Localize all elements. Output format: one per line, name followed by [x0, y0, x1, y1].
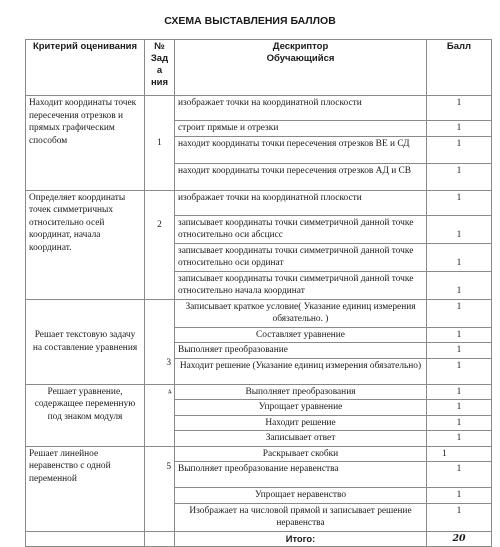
score-cell: 1	[427, 400, 492, 416]
document-title: СХЕМА ВЫСТАВЛЕНИЯ БАЛЛОВ	[164, 15, 336, 27]
score-cell: 1	[427, 343, 492, 359]
header-score: Балл	[427, 40, 492, 96]
score-cell: 1	[427, 136, 492, 163]
score-cell: 1	[427, 384, 492, 400]
task-number: 1	[145, 96, 175, 191]
descriptor-cell: Выполняет преобразование	[175, 343, 427, 359]
criterion-cell: Решает линейное неравенство с одной переменной	[26, 446, 145, 531]
table-row	[26, 299, 492, 327]
descriptor-cell: Составляет уравнение	[175, 327, 427, 343]
descriptor-cell: Упрощает уравнение	[175, 400, 427, 416]
score-cell: 1	[427, 121, 492, 137]
criterion-cell: Решает уравнение, содержащее переменную под знаком модуля	[26, 384, 145, 446]
score-cell: 1	[427, 446, 492, 462]
descriptor-cell: находит координаты точки пересечения отрезков АД и СВ	[175, 163, 427, 190]
total-row	[26, 531, 492, 547]
score-cell: 1	[427, 96, 492, 121]
header-descriptor	[175, 40, 427, 96]
descriptor-cell: Записывает краткое условие( Указание единиц измерения обязательно. )	[175, 299, 427, 327]
header-learner-label: Обучающийся	[266, 53, 335, 64]
header-criterion: Критерий оценивания	[26, 40, 145, 96]
descriptor-cell: изображает точки на координатной плоскости	[175, 190, 427, 215]
score-cell: 1	[427, 190, 492, 215]
score-cell: 1	[427, 431, 492, 447]
total-label: Итого:	[175, 531, 427, 547]
task-number-label: 4	[166, 387, 173, 396]
descriptor-cell: записывает координаты точки симметричной данной точке относительно оси ординат	[175, 243, 427, 271]
score-cell: 1	[427, 503, 492, 531]
task-number: 2	[145, 190, 175, 299]
descriptor-cell: Выполняет преобразование неравенства	[175, 462, 427, 488]
score-cell: 1	[427, 163, 492, 190]
table-row	[26, 96, 492, 121]
score-cell: 1	[427, 215, 492, 243]
descriptor-cell: записывает координаты точки симметричной данной точке относительно оси абсцисс	[175, 215, 427, 243]
descriptor-cell: Упрощает неравенство	[175, 488, 427, 504]
criterion-cell: Находит координаты точек пересечения отрезков и прямых графическим способом	[26, 96, 145, 191]
score-cell: 1	[427, 415, 492, 431]
total-value: 20	[427, 531, 492, 547]
score-cell: 1	[427, 327, 492, 343]
table-row	[26, 190, 492, 215]
table-row	[26, 384, 492, 400]
score-cell: 1	[427, 488, 492, 504]
descriptor-cell: строит прямые и отрезки	[175, 121, 427, 137]
descriptor-cell: Находит решение (Указание единиц измерения обязательно)	[175, 358, 427, 384]
criterion-cell: Решает текстовую задачу на составление уравнения	[26, 299, 145, 384]
score-cell: 1	[427, 299, 492, 327]
task-number: 5	[145, 446, 175, 531]
descriptor-cell: Выполняет преобразования	[175, 384, 427, 400]
score-cell: 1	[427, 462, 492, 488]
task-number: 3	[145, 299, 175, 384]
descriptor-cell: Изображает на числовой прямой и записывает решение неравенства	[175, 503, 427, 531]
total-empty-cell	[145, 531, 175, 547]
descriptor-cell: Находит решение	[175, 415, 427, 431]
scoring-table	[25, 39, 492, 547]
descriptor-cell: Раскрывает скобки	[175, 446, 427, 462]
descriptor-cell: записывает координаты точки симметричной данной точке относительно начала координат	[175, 271, 427, 299]
descriptor-cell: Записывает ответ	[175, 431, 427, 447]
total-empty-cell	[26, 531, 145, 547]
score-cell: 1	[427, 271, 492, 299]
descriptor-cell: находит координаты точки пересечения отрезков ВЕ и СД	[175, 136, 427, 163]
table-row	[26, 446, 492, 462]
descriptor-cell: изображает точки на координатной плоскости	[175, 96, 427, 121]
task-number	[145, 384, 175, 446]
criterion-cell: Определяет координаты точек симметричных относительно осей координат, начала координат.	[26, 190, 145, 299]
score-cell: 1	[427, 358, 492, 384]
header-descriptor-label: Дескриптор	[272, 41, 329, 52]
score-cell: 1	[427, 243, 492, 271]
header-number: № Зад а ния	[145, 40, 175, 96]
header-row	[26, 40, 492, 96]
